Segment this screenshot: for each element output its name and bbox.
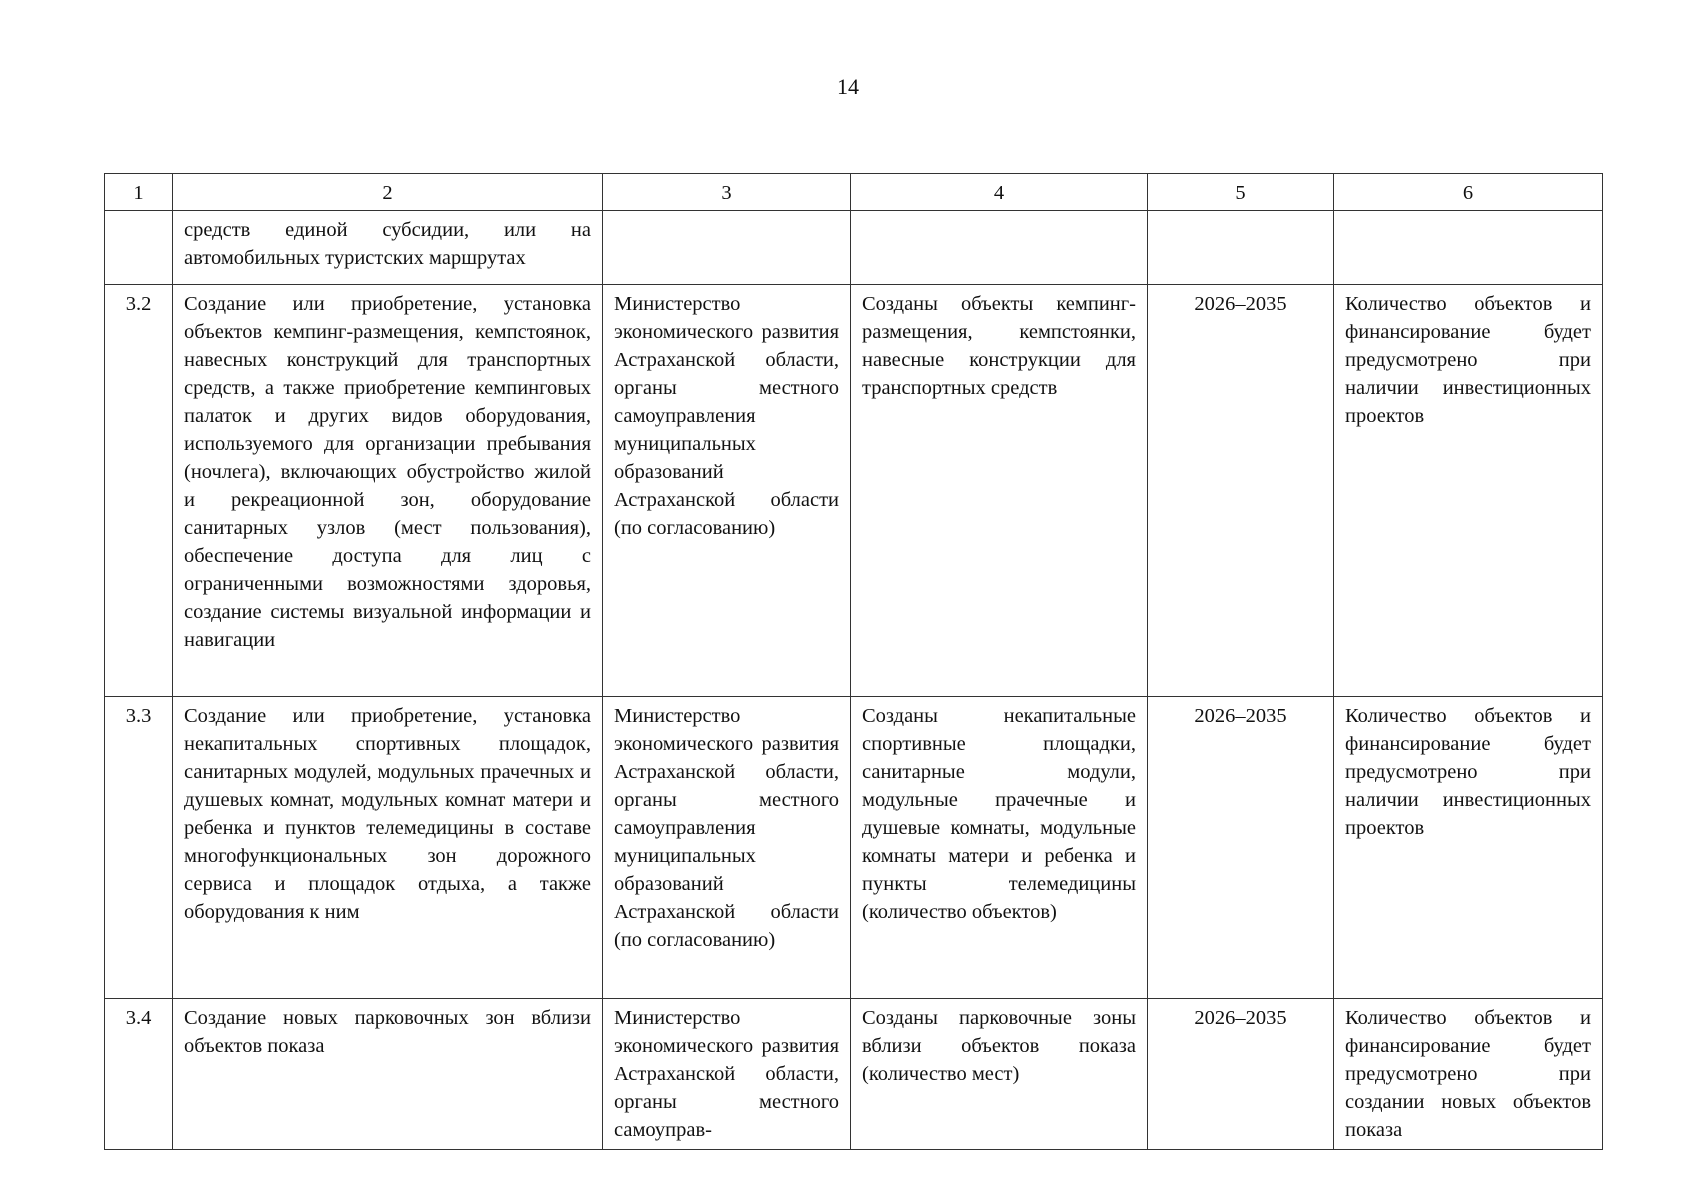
executor-cell: Министерство экономического развития Астраханской области, органы местного самоуправ-	[603, 999, 851, 1150]
period-cell	[1148, 211, 1334, 285]
executor-cell: Министерство экономического развития Астраханской области, органы местного самоуправления муниципальных образований Астраханской области (по согласованию)	[603, 285, 851, 697]
result-cell: Созданы парковочные зоны вблизи объектов показа (количество мест)	[851, 999, 1148, 1150]
activities-table	[104, 173, 1603, 1150]
page-number: 14	[837, 74, 859, 99]
period-cell: 2026–2035	[1148, 285, 1334, 697]
note-cell	[1334, 211, 1603, 285]
column-header: 2	[173, 174, 603, 211]
column-header: 6	[1334, 174, 1603, 211]
activity-cell: Создание новых парковочных зон вблизи объектов показа	[173, 999, 603, 1150]
column-number-row	[105, 174, 1603, 211]
executor-cell	[603, 211, 851, 285]
result-cell: Созданы некапитальные спортивные площадки, санитарные модули, модульные прачечные и душевые комнаты, модульные комнаты матери и ребенка и пункты телемедицины (количество объектов)	[851, 697, 1148, 999]
column-header: 1	[105, 174, 173, 211]
result-cell: Созданы объекты кемпинг-размещения, кемпстоянки, навесные конструкции для транспортных средств	[851, 285, 1148, 697]
table-row	[105, 211, 1603, 285]
row-number	[105, 211, 173, 285]
column-header: 3	[603, 174, 851, 211]
period-cell: 2026–2035	[1148, 999, 1334, 1150]
result-cell	[851, 211, 1148, 285]
period-cell: 2026–2035	[1148, 697, 1334, 999]
table-row	[105, 285, 1603, 697]
table-row	[105, 697, 1603, 999]
executor-cell: Министерство экономического развития Астраханской области, органы местного самоуправления муниципальных образований Астраханской области (по согласованию)	[603, 697, 851, 999]
note-cell: Количество объектов и финансирование будет предусмотрено при создании новых объектов показа	[1334, 999, 1603, 1150]
column-header: 4	[851, 174, 1148, 211]
row-number: 3.2	[105, 285, 173, 697]
note-cell: Количество объектов и финансирование будет предусмотрено при наличии инвестиционных проектов	[1334, 285, 1603, 697]
activity-cell: Создание или приобретение, установка некапитальных спортивных площадок, санитарных модулей, модульных прачечных и душевых комнат, модульных комнат матери и ребенка и пунктов телемедицины в составе многофункциональных зон дорожного сервиса и площадок отдыха, а также оборудования к ним	[173, 697, 603, 999]
activity-cell: Создание или приобретение, установка объектов кемпинг-размещения, кемпстоянок, навесных конструкций для транспортных средств, а также приобретение кемпинговых палаток и других видов оборудования, используемого для организации пребывания (ночлега), включающих обустройство жилой и рекреационной зон, оборудование санитарных узлов (мест пользования), обеспечение доступа для лиц с ограниченными возможностями здоровья, создание системы визуальной информации и навигации	[173, 285, 603, 697]
activity-cell: средств единой субсидии, или на автомобильных туристских маршрутах	[173, 211, 603, 285]
column-header: 5	[1148, 174, 1334, 211]
row-number: 3.3	[105, 697, 173, 999]
table-row	[105, 999, 1603, 1150]
row-number: 3.4	[105, 999, 173, 1150]
note-cell: Количество объектов и финансирование будет предусмотрено при наличии инвестиционных проектов	[1334, 697, 1603, 999]
